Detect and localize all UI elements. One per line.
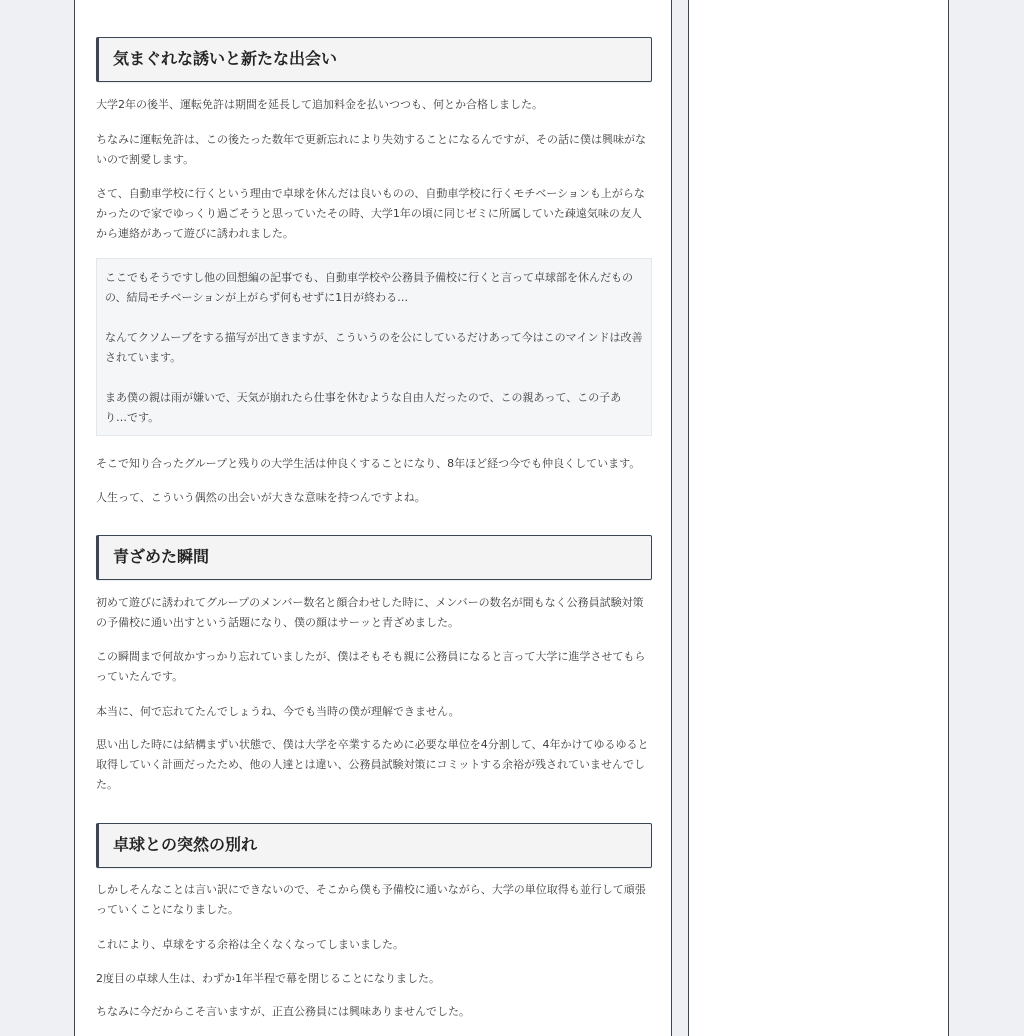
article-paragraph	[96, 0, 652, 3]
section-heading: 卓球との突然の別れ	[96, 823, 652, 868]
article-paragraph: 人生って、こういう偶然の出会いが大きな意味を持つんですよね。	[96, 491, 426, 504]
article-paragraph: そこで知り合ったグループと残りの大学生活は仲良くすることになり、8年ほど経つ今でも仲良くしています。	[96, 457, 641, 470]
section-heading: 青ざめた瞬間	[96, 535, 652, 580]
blockquote-box: ここでもそうですし他の回想編の記事でも、自動車学校や公務員予備校に行くと言って卓球部を休んだものの、結局モチベーションが上がらず何もせずに1日が終わる… なんてクソムーブをする描写が出てきますが、こういうのを公にしているだけあって今はこのマインドは改善されています。 まあ僕の親は雨が嫌いで、天気が崩れたら仕事を休むような自由人だったので、この親あって、この子あり…です。	[96, 258, 652, 436]
article-paragraph: 初めて遊びに誘われてグループのメンバー数名と顔合わせした時に、メンバーの数名が間もなく公務員試験対策の予備校に通い出すという話題になり、僕の顔はサーッと青ざめました。	[96, 596, 644, 629]
article-paragraph: 本当に、何で忘れてたんでしょうね、今でも当時の僕が理解できません。	[96, 705, 460, 718]
article-paragraph: 2度目の卓球人生は、わずか1年半程で幕を閉じることになりました。	[96, 972, 440, 985]
article-paragraph: しかしそんなことは言い訳にできないので、そこから僕も予備校に通いながら、大学の単位取得も並行して頑張っていくことになりました。	[96, 883, 646, 916]
article-paragraph: さて、自動車学校に行くという理由で卓球を休んだは良いものの、自動車学校に行くモチベーションも上がらなかったので家でゆっくり過ごそうと思っていたその時、大学1年の頃に同じゼミに所属していた疎遠気味の友人から連絡があって遊びに誘われました。	[96, 187, 645, 240]
article-paragraph: ちなみに今だからこそ言いますが、正直公務員には興味ありませんでした。	[96, 1005, 470, 1018]
section-heading: 気まぐれな誘いと新たな出会い	[96, 37, 652, 82]
article-main-column	[74, 0, 672, 1036]
article-paragraph: これにより、卓球をする余裕は全くなくなってしまいました。	[96, 938, 404, 951]
article-paragraph: この瞬間まで何故かすっかり忘れていましたが、僕はそもそも親に公務員になると言って大学に進学させてもらっていたんです。	[96, 650, 646, 683]
article-paragraph: 大学2年の後半、運転免許は期間を延長して追加料金を払いつつも、何とか合格しました。	[96, 98, 543, 111]
article-paragraph: ちなみに運転免許は、この後たった数年で更新忘れにより失効することになるんですが、その話に僕は興味がないので割愛します。	[96, 133, 646, 166]
sidebar-panel	[688, 0, 949, 1036]
article-paragraph: 思い出した時には結構まずい状態で、僕は大学を卒業するために必要な単位を4分割して、4年かけてゆるゆると取得していく計画だったため、他の人達とは違い、公務員試験対策にコミットする余裕が残されていませんでした。	[96, 738, 649, 791]
